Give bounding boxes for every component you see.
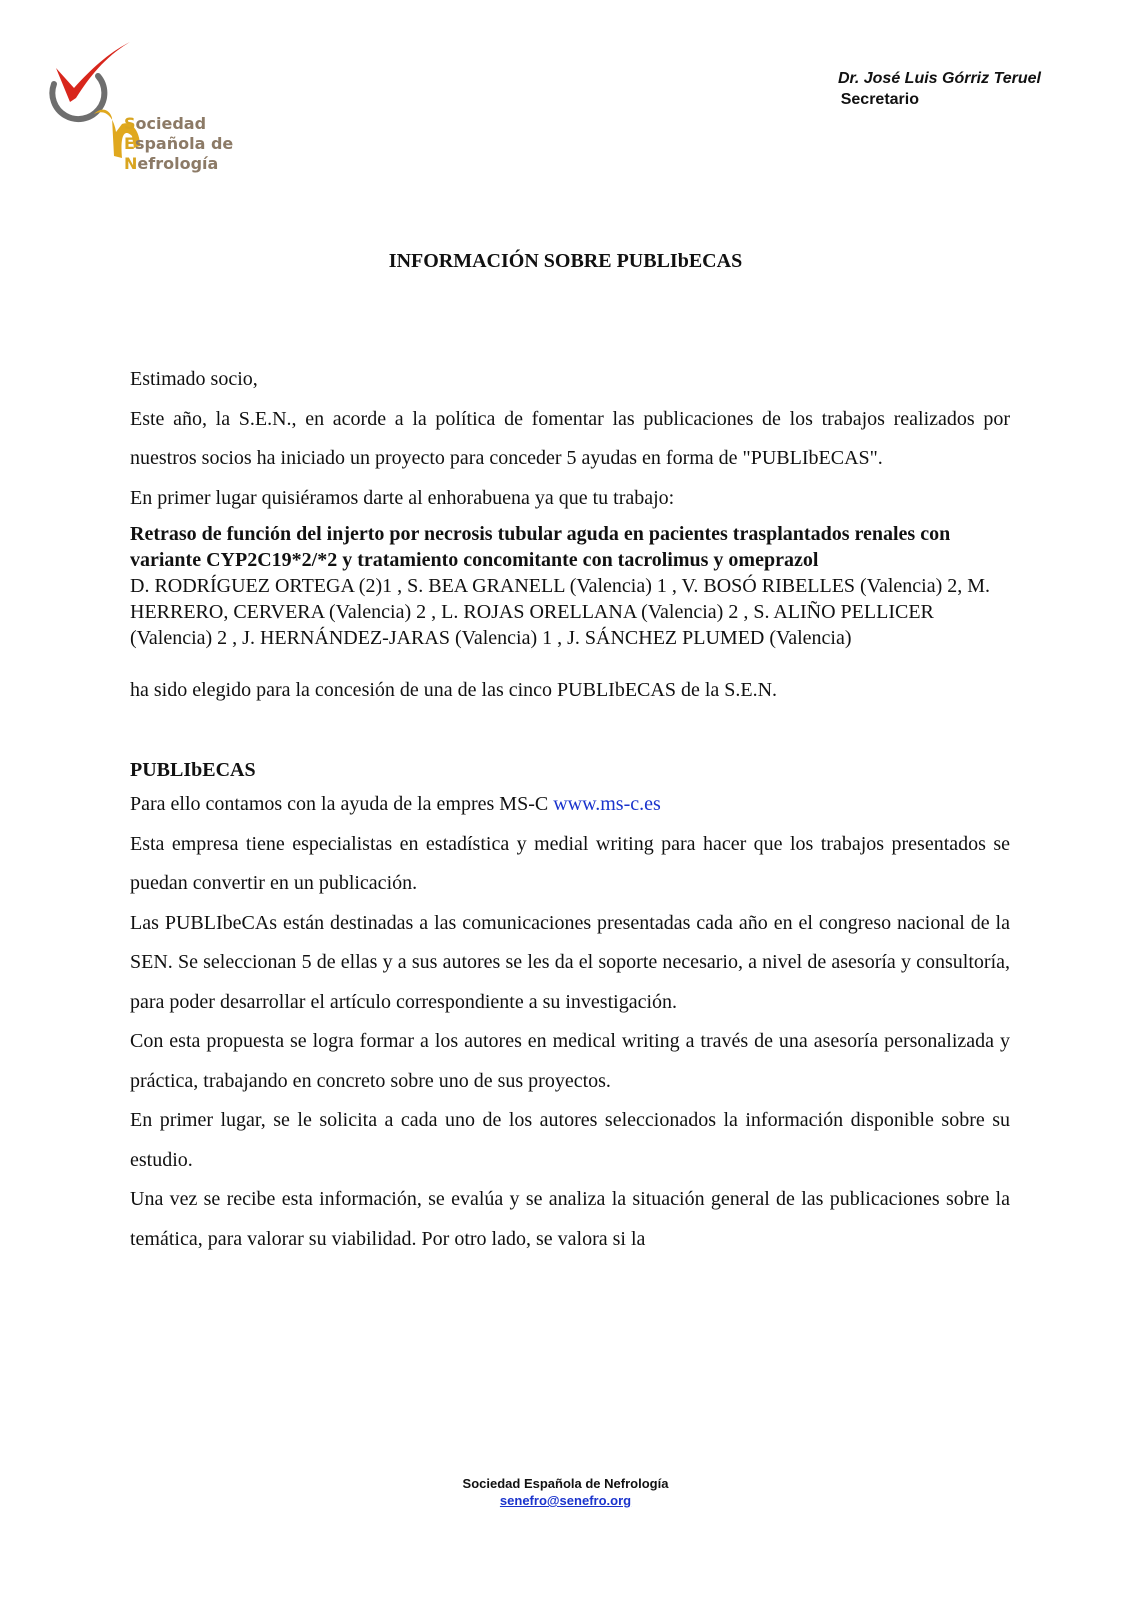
sender-block bbox=[838, 68, 1041, 110]
logo-line-3: Nefrología bbox=[124, 154, 219, 173]
section-heading: PUBLIbECAS bbox=[130, 759, 256, 781]
sender-name: Dr. José Luis Górriz Teruel bbox=[837, 70, 1041, 87]
page-footer bbox=[0, 1475, 1131, 1509]
sponsor-paragraph bbox=[130, 785, 1010, 825]
elected-paragraph: ha sido elegido para la concesión de una de las cinco PUBLIbECAS de la S.E.N. bbox=[130, 679, 778, 701]
congrats-paragraph: En primer lugar quisiéramos darte al enhorabuena ya que tu trabajo: bbox=[130, 486, 675, 509]
body-paragraph: Con esta propuesta se logra formar a los autores en medical writing a través de una asesoría personalizada y práctica, trabajando en concreto sobre uno de sus proyectos. bbox=[130, 1030, 1010, 1092]
footer-org: Sociedad Española de Nefrología bbox=[462, 1476, 669, 1491]
logo-line-1-rest: ociedad bbox=[135, 114, 207, 133]
document-title: INFORMACIÓN SOBRE PUBLIbECAS bbox=[388, 250, 743, 272]
body-paragraph: Las PUBLIbeCAs están destinadas a las comunicaciones presentadas cada año en el congreso nacional de la SEN. Se seleccionan 5 de ellas y a sus autores se les da el soporte necesario, a nivel de asesoría y consultoría, para poder desarrollar el artículo correspondiente a su investigación. bbox=[130, 911, 1010, 1013]
body-paragraph: Una vez se recibe esta información, se evalúa y se analiza la situación general de las publicaciones sobre la temática, para valorar su viabilidad. Por otro lado, se valora si la bbox=[130, 1188, 1010, 1250]
body-paragraph: En primer lugar, se le solicita a cada uno de los autores seleccionados la información disponible sobre su estudio. bbox=[130, 1109, 1010, 1171]
sponsor-text: Para ello contamos con la ayuda de la empres MS-C bbox=[130, 793, 554, 815]
sponsor-link[interactable]: www.ms-c.es bbox=[553, 793, 661, 815]
logo-check-icon bbox=[56, 42, 130, 102]
award-authors: D. RODRÍGUEZ ORTEGA (2)1 , S. BEA GRANELL (Valencia) 1 , V. BOSÓ RIBELLES (Valencia) 2, M. HERRERO, CERVERA (Valencia) 2 , L. ROJAS ORELLANA (Valencia) 2 , S. ALIÑO PELLICER (Valencia) 2 , J. HERNÁNDEZ-JARAS (Valencia) 1 , J. SÁNCHEZ PLUMED (Valencia) bbox=[130, 575, 991, 649]
body-paragraph: Esta empresa tiene especialistas en estadística y medial writing para hacer que los trabajos presentados se puedan convertir en un publicación. bbox=[130, 832, 1010, 894]
greeting: Estimado socio, bbox=[130, 368, 258, 390]
award-title: Retraso de función del injerto por necrosis tubular aguda en pacientes trasplantados renales con variante CYP2C19*2/*2 y tratamiento concomitante con tacrolimus y omeprazol bbox=[130, 523, 951, 571]
intro-paragraph: Este año, la S.E.N., en acorde a la política de fomentar las publicaciones de los trabajos realizados por nuestros socios ha iniciado un proyecto para conceder 5 ayudas en forma de "PUBLIbECAS". bbox=[130, 407, 1010, 469]
footer-email[interactable]: senefro@senefro.org bbox=[499, 1493, 632, 1508]
logo-line-2-rest: spañola de bbox=[134, 134, 234, 153]
sen-logo bbox=[40, 36, 250, 186]
letter-body bbox=[130, 360, 1010, 1259]
logo-line-2: Española de bbox=[124, 134, 234, 153]
logo-line-1: Sociedad bbox=[124, 114, 207, 133]
sender-role: Secretario bbox=[840, 91, 919, 108]
logo-line-3-rest: efrología bbox=[137, 154, 219, 173]
